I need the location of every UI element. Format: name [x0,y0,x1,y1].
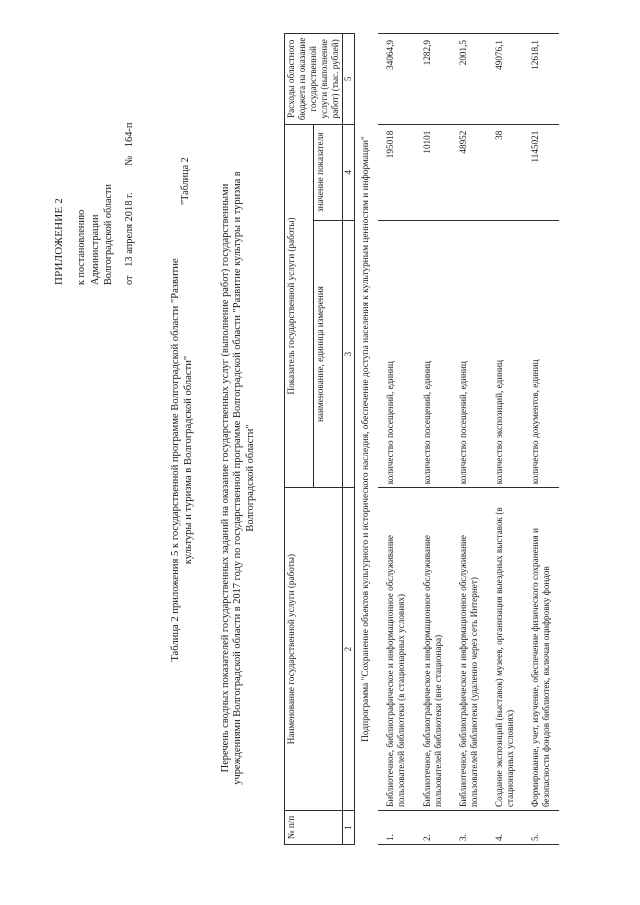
header-indicator-name: наименование, единица измерения [314,220,343,487]
row-value: 195018 [378,124,414,220]
row-indicator: количество посещений, единиц [451,220,487,487]
row-service: Библиотечное, библиографическое и информационное обслуживание пользователей библиотеки (в стационарных условиях) [378,488,414,811]
header-indicator-group: Показатель государственной услуги (работы) [285,124,314,488]
row-service: Библиотечное, библиографическое и информационное обслуживание пользователей библиотеки (вне стационара) [415,488,451,811]
row-num: 2. [415,811,451,845]
approval-line-1: к постановлению [75,209,87,285]
number-value: 164-п [124,122,136,148]
row-value: 48952 [451,124,487,220]
row-expenses: 1282,9 [415,34,451,125]
date-value: 13 апреля 2018 г. [124,192,136,267]
row-value: 10101 [415,124,451,220]
table-row [523,34,559,845]
row-num: 4. [487,811,523,845]
caption-description: Перечень сводных показателей государственных заданий на оказание государственных услуг (выполнение работ) государственными учреждениями Волгоградской области в 2017 году по государственной программе Волгоградской области "Развитие культуры и туризма в Волгоградской области" [220,171,256,785]
caption-title: Таблица 2 приложения 5 к государственной программе Волгоградской области "Развитие культуры и туризма в Волгоградской области" [170,258,194,662]
column-number: 1 [343,811,355,845]
table-row [378,34,414,845]
approval-date-line [123,15,137,285]
column-number-row [343,34,355,845]
header-num: № п/п [285,811,343,845]
approval-line-3: Волгоградской области [103,184,115,285]
table-row [451,34,487,845]
row-indicator: количество посещений, единиц [415,220,451,487]
row-expenses: 49076,1 [487,34,523,125]
approval-line-2: Администрации [89,214,101,285]
column-number: 3 [343,220,355,487]
column-number: 4 [343,124,355,220]
row-expenses: 12618,1 [523,34,559,125]
date-prefix: от [124,275,136,285]
approval-block [52,15,137,285]
row-expenses: 34064,9 [378,34,414,125]
indicators-table [284,33,559,845]
table-label: "Таблица 2 [180,157,191,205]
column-number: 5 [343,34,355,125]
number-label: № [124,155,136,166]
row-value: 1145021 [523,124,559,220]
row-service: Создание экспозиций (выставок) музеев, организация выездных выставок (в стационарных условиях) [487,488,523,811]
row-value: 38 [487,124,523,220]
header-service: Наименование государственной услуги (работы) [285,488,343,811]
table-row [487,34,523,845]
row-indicator: количество экспозиций, единиц [487,220,523,487]
row-expenses: 2001,5 [451,34,487,125]
row-service: Формирование, учет, изучение, обеспечение физического сохранения и безопасности фондов библиотек, включая оцифровку фондов [523,488,559,811]
table-row [415,34,451,845]
row-indicator: количество документов, единиц [523,220,559,487]
row-num: 1. [378,811,414,845]
row-service: Библиотечное, библиографическое и информационное обслуживание пользователей библиотеки (удаленно через сеть Интернет) [451,488,487,811]
column-number: 2 [343,488,355,811]
header-indicator-value: значение показателя [314,124,343,220]
row-num: 5. [523,811,559,845]
header-expenses: Расходы областного бюджета на оказание государственной услуги (выполнение работ) (тыс. рублей) [285,34,343,125]
subprogram-title: Подпрограмма "Сохранение объектов культурного и исторического наследия, обеспечение доступа населения к культурным ценностям и информации" [361,136,372,742]
row-num: 3. [451,811,487,845]
row-indicator: количество посещений, единиц [378,220,414,487]
appendix-title: ПРИЛОЖЕНИЕ 2 [53,198,65,285]
